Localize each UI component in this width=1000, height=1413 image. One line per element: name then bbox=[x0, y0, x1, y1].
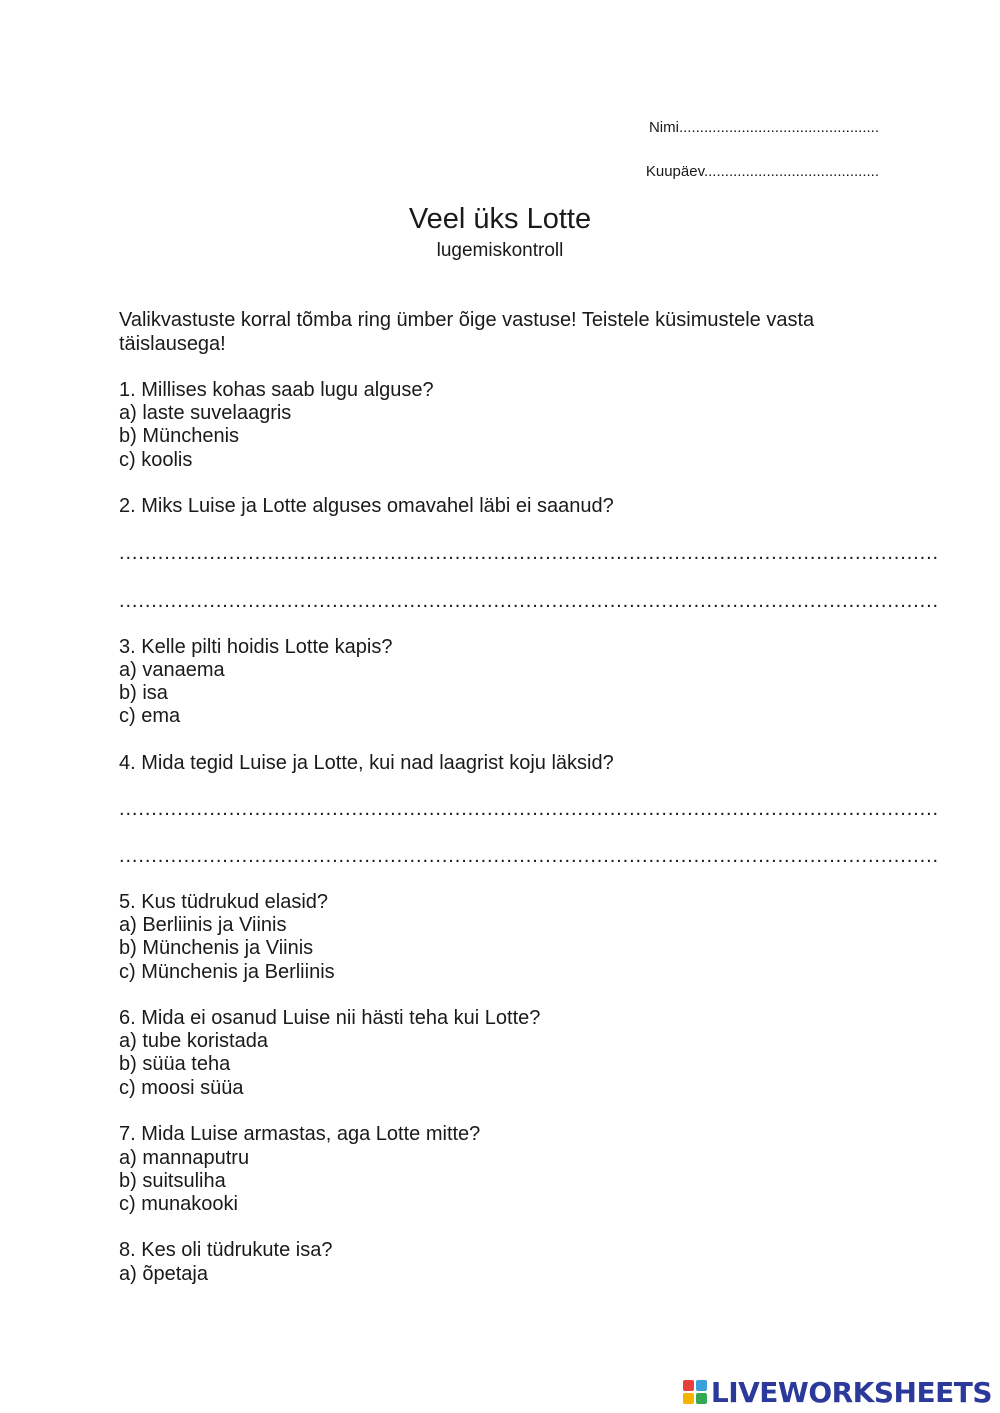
logo-square bbox=[683, 1393, 694, 1404]
question-6-option-c[interactable]: c) moosi süüa bbox=[119, 1077, 244, 1099]
question-4: 4. Mida tegid Luise ja Lotte, kui nad laagrist koju läksid? bbox=[119, 752, 614, 774]
question-4-answer-line-1[interactable]: ............................................................................................................................... bbox=[119, 798, 939, 820]
logo-square bbox=[696, 1380, 707, 1391]
question-3-option-a[interactable]: a) vanaema bbox=[119, 659, 225, 681]
logo-square bbox=[696, 1393, 707, 1404]
page-title: Veel üks Lotte bbox=[408, 203, 592, 235]
question-6-option-b[interactable]: b) süüa teha bbox=[119, 1053, 231, 1075]
question-3-option-c[interactable]: c) ema bbox=[119, 705, 181, 727]
question-2-answer-line-2[interactable]: ............................................................................................................................... bbox=[119, 590, 939, 612]
question-7-option-c[interactable]: c) munakooki bbox=[119, 1193, 238, 1215]
question-8: 8. Kes oli tüdrukute isa? bbox=[119, 1239, 333, 1261]
liveworksheets-watermark bbox=[683, 1374, 992, 1410]
question-1: 1. Millises kohas saab lugu alguse? bbox=[119, 379, 434, 401]
question-2-answer-line-1[interactable]: ............................................................................................................................... bbox=[119, 542, 939, 564]
question-5: 5. Kus tüdrukud elasid? bbox=[119, 891, 329, 913]
question-5-option-a[interactable]: a) Berliinis ja Viinis bbox=[119, 914, 287, 936]
question-6: 6. Mida ei osanud Luise nii hästi teha kui Lotte? bbox=[119, 1007, 541, 1029]
liveworksheets-logo-icon bbox=[683, 1380, 707, 1404]
page-subtitle: lugemiskontroll bbox=[436, 240, 564, 261]
question-3: 3. Kelle pilti hoidis Lotte kapis? bbox=[119, 636, 393, 658]
question-1-option-c[interactable]: c) koolis bbox=[119, 449, 193, 471]
liveworksheets-text: LIVEWORKSHEETS bbox=[710, 1375, 992, 1409]
question-7-option-a[interactable]: a) mannaputru bbox=[119, 1147, 250, 1169]
question-2: 2. Miks Luise ja Lotte alguses omavahel läbi ei saanud? bbox=[119, 495, 614, 517]
question-5-option-c[interactable]: c) Münchenis ja Berliinis bbox=[119, 961, 335, 983]
question-6-option-a[interactable]: a) tube koristada bbox=[119, 1030, 268, 1052]
question-8-option-a[interactable]: a) õpetaja bbox=[119, 1263, 208, 1285]
date-field: Kuupäev.......................................... bbox=[645, 163, 879, 180]
question-5-option-b[interactable]: b) Münchenis ja Viinis bbox=[119, 937, 314, 959]
question-3-option-b[interactable]: b) isa bbox=[119, 682, 168, 704]
question-1-option-b[interactable]: b) Münchenis bbox=[119, 425, 240, 447]
name-field: Nimi................................................ bbox=[648, 119, 879, 136]
instructions-line-2: täislausega! bbox=[119, 333, 226, 355]
question-4-answer-line-2[interactable]: ............................................................................................................................... bbox=[119, 845, 939, 867]
instructions-line-1: Valikvastuste korral tõmba ring ümber õige vastuse! Teistele küsimustele vasta bbox=[119, 309, 815, 331]
question-7-option-b[interactable]: b) suitsuliha bbox=[119, 1170, 226, 1192]
logo-square bbox=[683, 1380, 694, 1391]
question-1-option-a[interactable]: a) laste suvelaagris bbox=[119, 402, 292, 424]
question-7: 7. Mida Luise armastas, aga Lotte mitte? bbox=[119, 1123, 481, 1145]
